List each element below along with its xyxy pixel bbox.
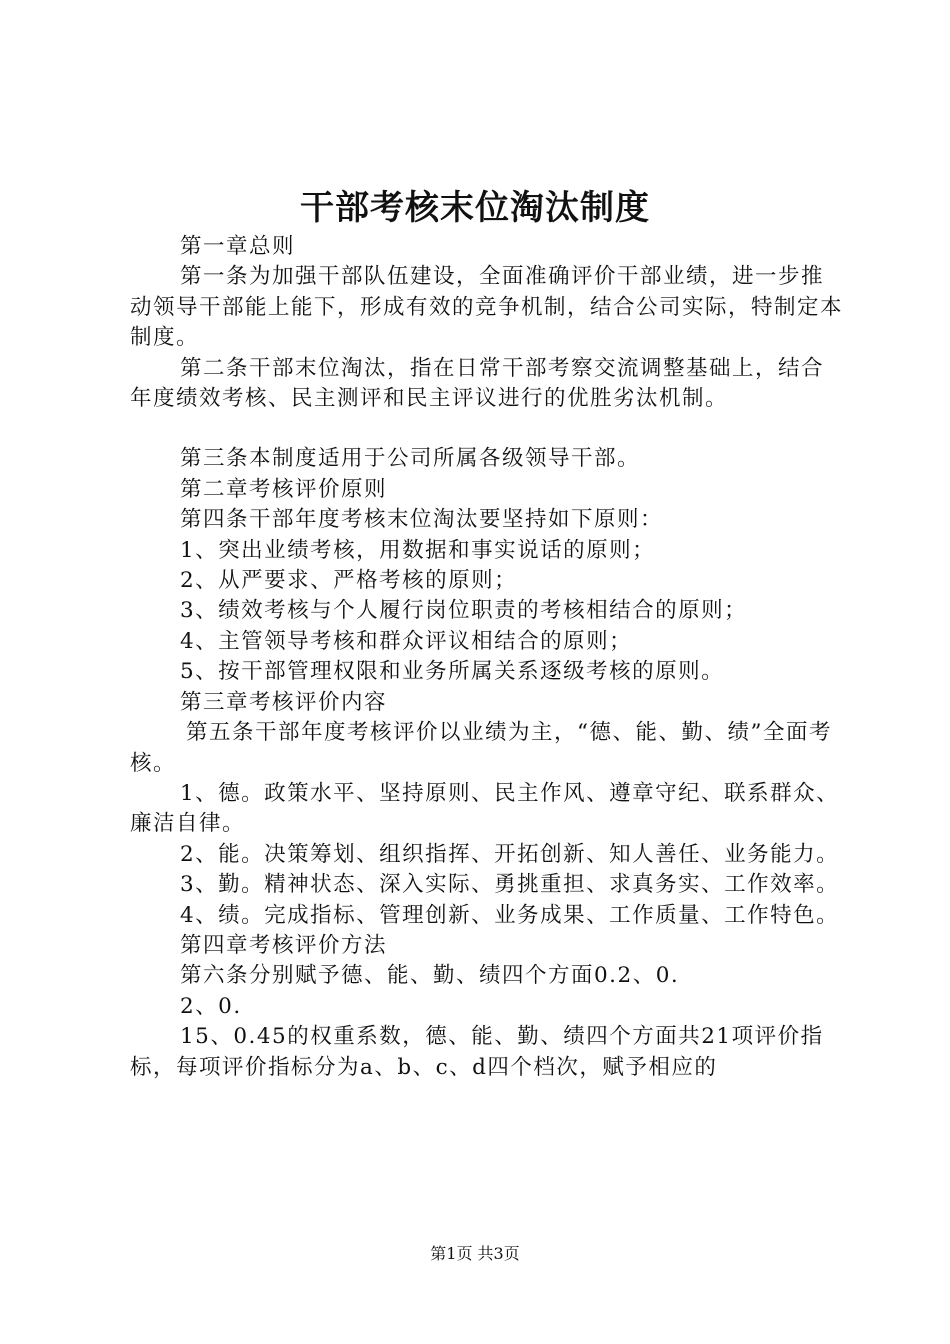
list-item: 5、按干部管理权限和业务所属关系逐级考核的原则。 bbox=[180, 659, 725, 685]
article-paragraph: 第六条分别赋予德、能、勤、绩四个方面0.2、0. bbox=[180, 963, 680, 989]
page-footer: 第1页 共3页 bbox=[430, 1244, 520, 1263]
article-paragraph: 第五条干部年度考核评价以业绩为主，“德、能、勤、绩”全面考核。 bbox=[130, 720, 832, 776]
list-item: 2、从严要求、严格考核的原则； bbox=[180, 568, 518, 594]
list-item: 3、勤。精神状态、深入实际、勇挑重担、求真务实、工作效率。 bbox=[180, 872, 840, 898]
article-paragraph: 第三条本制度适用于公司所属各级领导干部。 bbox=[180, 446, 641, 472]
chapter-heading: 第四章考核评价方法 bbox=[180, 932, 388, 958]
list-item: 4、绩。完成指标、管理创新、业务成果、工作质量、工作特色。 bbox=[180, 902, 840, 928]
article-paragraph: 第四条干部年度考核末位淘汰要坚持如下原则： bbox=[180, 507, 664, 533]
article-paragraph: 第二条干部末位淘汰，指在日常干部考察交流调整基础上，结合年度绩效考核、民主测评和民主评议进行的优胜劣汰机制。 bbox=[130, 355, 825, 412]
paragraph-spacer bbox=[130, 414, 846, 444]
chapter-heading: 第三章考核评价内容 bbox=[180, 689, 388, 715]
chapter-heading: 第二章考核评价原则 bbox=[180, 476, 388, 502]
list-item: 1、德。政策水平、坚持原则、民主作风、遵章守纪、联系群众、廉洁自律。 bbox=[130, 780, 840, 837]
list-item: 3、绩效考核与个人履行岗位职责的考核相结合的原则； bbox=[180, 598, 748, 624]
article-paragraph: 15、0.45的权重系数，德、能、勤、绩四个方面共21项评价指标，每项评价指标分为a、b、c、d四个档次，赋予相应的 bbox=[130, 1024, 824, 1080]
article-paragraph: 2、0. bbox=[180, 993, 242, 1019]
document-title: 干部考核末位淘汰制度 bbox=[300, 188, 650, 228]
list-item: 2、能。决策筹划、组织指挥、开拓创新、知人善任、业务能力。 bbox=[180, 841, 840, 867]
article-paragraph: 第一条为加强干部队伍建设，全面准确评价干部业绩，进一步推动领导干部能上能下，形成有效的竞争机制，结合公司实际，特制定本制度。 bbox=[130, 264, 844, 351]
chapter-heading: 第一章总则 bbox=[180, 234, 296, 259]
list-item: 4、主管领导考核和群众评议相结合的原则； bbox=[180, 628, 633, 654]
document-body bbox=[130, 232, 846, 1083]
list-item: 1、突出业绩考核，用数据和事实说话的原则； bbox=[180, 537, 656, 563]
